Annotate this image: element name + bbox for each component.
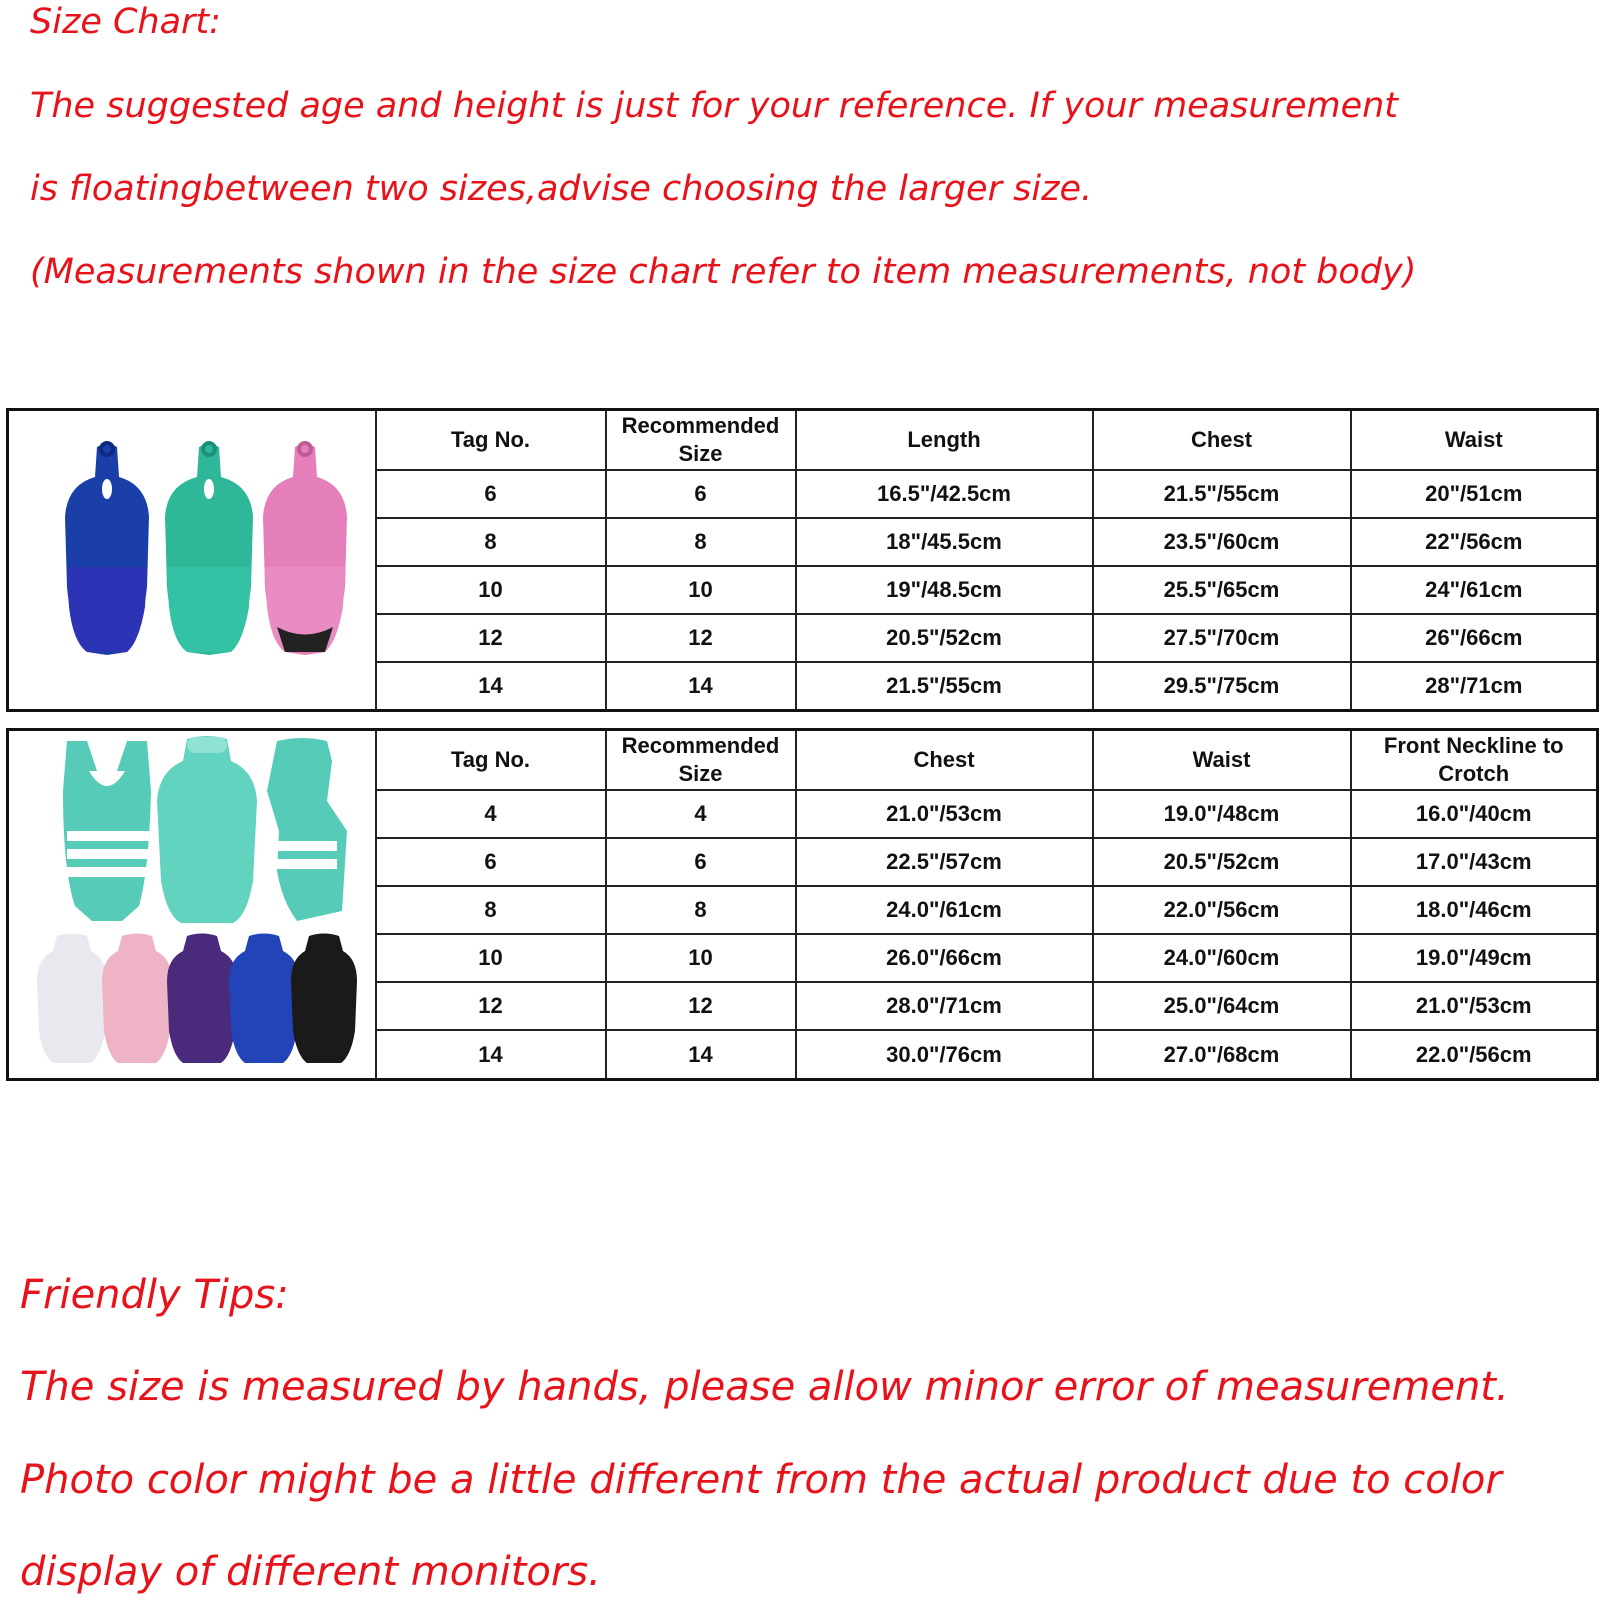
- t2-cell: 18.0"/46cm: [1351, 886, 1598, 934]
- size-table-2: [6, 728, 1599, 1081]
- t1-cell: 22"/56cm: [1351, 518, 1598, 566]
- t1-cell: 12: [606, 614, 796, 662]
- t2-cell: 4: [606, 790, 796, 838]
- t1-cell: 14: [606, 662, 796, 711]
- t2-header-waist: Waist: [1093, 730, 1351, 790]
- t1-cell: 27.5"/70cm: [1093, 614, 1351, 662]
- t1-cell: 18"/45.5cm: [796, 518, 1093, 566]
- leotard-teal-front-icon: [157, 736, 257, 923]
- t1-header-waist: Waist: [1351, 410, 1598, 470]
- t2-cell: 6: [376, 838, 606, 886]
- t1-header-chest: Chest: [1093, 410, 1351, 470]
- t2-cell: 30.0"/76cm: [796, 1030, 1093, 1079]
- t1-cell: 29.5"/75cm: [1093, 662, 1351, 711]
- t1-header-recommended: Recommended Size: [606, 410, 796, 470]
- t2-cell: 8: [606, 886, 796, 934]
- note-line-3: (Measurements shown in the size chart refer to item measurements, not body): [30, 252, 1417, 292]
- t2-cell: 14: [606, 1030, 796, 1079]
- t2-cell: 19.0"/49cm: [1351, 934, 1598, 982]
- t2-cell: 19.0"/48cm: [1093, 790, 1351, 838]
- note-line-2: is floatingbetween two sizes,advise choosing the larger size.: [30, 169, 1093, 209]
- t1-cell: 25.5"/65cm: [1093, 566, 1351, 614]
- t2-cell: 26.0"/66cm: [796, 934, 1093, 982]
- t2-cell: 22.0"/56cm: [1351, 1030, 1598, 1079]
- t2-header-tag: Tag No.: [376, 730, 606, 790]
- t1-cell: 10: [376, 566, 606, 614]
- t2-cell: 22.5"/57cm: [796, 838, 1093, 886]
- t1-cell: 21.5"/55cm: [796, 662, 1093, 711]
- t2-cell: 24.0"/60cm: [1093, 934, 1351, 982]
- t2-cell: 8: [376, 886, 606, 934]
- t2-cell: 17.0"/43cm: [1351, 838, 1598, 886]
- tip-line-1: The size is measured by hands, please allow minor error of measurement.: [20, 1364, 1509, 1410]
- leotard-white-icon: [37, 934, 107, 1064]
- t2-cell: 4: [376, 790, 606, 838]
- t1-cell: 19"/48.5cm: [796, 566, 1093, 614]
- tip-line-2: Photo color might be a little different from the actual product due to color: [20, 1457, 1502, 1503]
- note-line-1: The suggested age and height is just for your reference. If your measurement: [30, 86, 1399, 126]
- t1-cell: 16.5"/42.5cm: [796, 470, 1093, 518]
- leotard-blue-icon: [65, 443, 149, 655]
- t1-cell: 26"/66cm: [1351, 614, 1598, 662]
- t1-cell: 12: [376, 614, 606, 662]
- product-image-1: [8, 410, 376, 711]
- t2-cell: 14: [376, 1030, 606, 1079]
- t2-cell: 22.0"/56cm: [1093, 886, 1351, 934]
- t2-header-recommended: Recommended Size: [606, 730, 796, 790]
- t2-cell: 10: [376, 934, 606, 982]
- t1-cell: 20"/51cm: [1351, 470, 1598, 518]
- leotard-image-set-2: [27, 731, 357, 1071]
- friendly-tips-heading: Friendly Tips:: [20, 1272, 289, 1318]
- t1-cell: 10: [606, 566, 796, 614]
- leotard-teal-icon: [165, 443, 253, 655]
- t2-cell: 10: [606, 934, 796, 982]
- leotard-pink-icon: [102, 934, 172, 1064]
- t2-cell: 20.5"/52cm: [1093, 838, 1351, 886]
- t2-cell: 21.0"/53cm: [796, 790, 1093, 838]
- t2-cell: 24.0"/61cm: [796, 886, 1093, 934]
- t2-cell: 6: [606, 838, 796, 886]
- t1-cell: 20.5"/52cm: [796, 614, 1093, 662]
- leotard-black-icon: [291, 934, 357, 1064]
- leotard-image-set-1: [27, 437, 357, 677]
- t2-cell: 28.0"/71cm: [796, 982, 1093, 1030]
- t1-cell: 14: [376, 662, 606, 711]
- t2-header-chest: Chest: [796, 730, 1093, 790]
- leotard-purple-icon: [167, 934, 237, 1064]
- t2-cell: 27.0"/68cm: [1093, 1030, 1351, 1079]
- product-image-2: [8, 730, 376, 1080]
- t1-header-tag: Tag No.: [376, 410, 606, 470]
- t1-cell: 24"/61cm: [1351, 566, 1598, 614]
- t2-cell: 12: [376, 982, 606, 1030]
- t1-cell: 6: [606, 470, 796, 518]
- leotard-blue-icon: [229, 934, 299, 1064]
- t2-cell: 16.0"/40cm: [1351, 790, 1598, 838]
- leotard-pink-icon: [263, 443, 347, 655]
- t2-header-neckline: Front Neckline to Crotch: [1351, 730, 1598, 790]
- t1-cell: 28"/71cm: [1351, 662, 1598, 711]
- t1-cell: 6: [376, 470, 606, 518]
- size-table-1: [6, 408, 1599, 712]
- t1-cell: 8: [606, 518, 796, 566]
- tip-line-3: display of different monitors.: [20, 1549, 601, 1595]
- t2-cell: 12: [606, 982, 796, 1030]
- t1-cell: 23.5"/60cm: [1093, 518, 1351, 566]
- t2-cell: 25.0"/64cm: [1093, 982, 1351, 1030]
- t1-header-length: Length: [796, 410, 1093, 470]
- leotard-teal-back-icon: [63, 741, 151, 921]
- t1-cell: 8: [376, 518, 606, 566]
- t1-cell: 21.5"/55cm: [1093, 470, 1351, 518]
- size-chart-heading: Size Chart:: [30, 2, 221, 42]
- t2-cell: 21.0"/53cm: [1351, 982, 1598, 1030]
- leotard-teal-side-icon: [267, 738, 347, 921]
